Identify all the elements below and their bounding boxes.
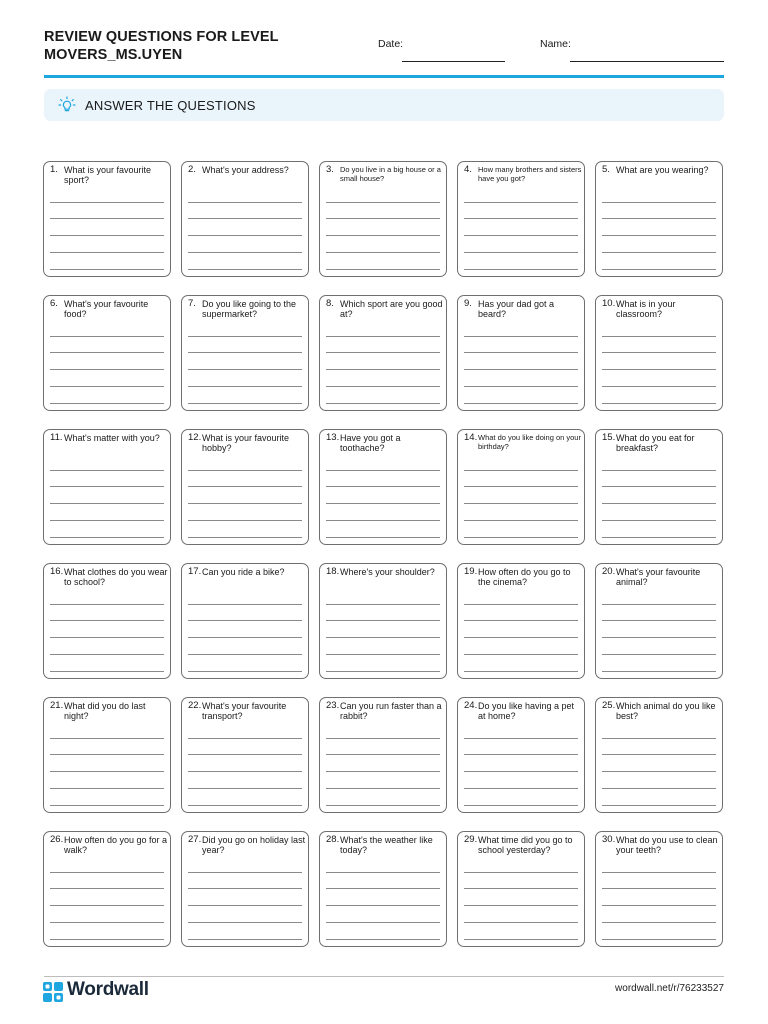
answer-line[interactable] [602,218,716,219]
question-number: 20. [602,566,616,577]
answer-line[interactable] [464,486,578,487]
question-card [181,295,309,411]
answer-line[interactable] [464,805,578,806]
answer-line[interactable] [188,604,302,605]
question-text: Can you ride a bike? [202,567,285,577]
question-number: 22. [188,700,202,711]
answer-line[interactable] [326,386,440,387]
question-card [319,295,447,411]
answer-line[interactable] [464,503,578,504]
answer-line[interactable] [464,202,578,203]
answer-line[interactable] [50,503,164,504]
answer-line[interactable] [188,486,302,487]
answer-line[interactable] [188,235,302,236]
answer-line[interactable] [602,637,716,638]
answer-line[interactable] [188,654,302,655]
answer-line[interactable] [50,403,164,404]
question-card [457,161,585,277]
answer-line[interactable] [50,520,164,521]
answer-line[interactable] [464,939,578,940]
answer-line[interactable] [464,352,578,353]
question-text: What is in your classroom? [616,299,676,319]
question-text: What's your favourite animal? [616,567,701,587]
question-number: 26. [50,834,64,845]
question-card [457,429,585,545]
answer-line[interactable] [602,671,716,672]
answer-line[interactable] [50,805,164,806]
answer-line[interactable] [326,604,440,605]
answer-line[interactable] [602,771,716,772]
question-card [319,563,447,679]
answer-line[interactable] [464,671,578,672]
answer-line[interactable] [464,403,578,404]
question-card [595,831,723,947]
question-text: What time did you go to school yesterday? [478,835,573,855]
answer-line[interactable] [50,336,164,337]
question-number: 17. [188,566,202,577]
answer-line[interactable] [326,771,440,772]
answer-line[interactable] [464,637,578,638]
question-number: 1. [50,164,58,175]
question-card [43,161,171,277]
answer-line[interactable] [188,470,302,471]
answer-line[interactable] [602,788,716,789]
question-card [595,429,723,545]
date-label: Date: [378,38,404,50]
answer-line[interactable] [602,620,716,621]
question-text: What's your favourite transport? [202,701,287,721]
answer-line[interactable] [50,537,164,538]
answer-line[interactable] [464,520,578,521]
question-number: 6. [50,298,58,309]
answer-line[interactable] [602,252,716,253]
answer-line[interactable] [188,939,302,940]
answer-line[interactable] [188,386,302,387]
question-text: What do you use to clean your teeth? [616,835,718,855]
question-number: 25. [602,700,616,711]
answer-line[interactable] [326,470,440,471]
question-card [319,161,447,277]
answer-line[interactable] [188,218,302,219]
answer-line[interactable] [326,637,440,638]
question-card [595,295,723,411]
answer-line[interactable] [602,888,716,889]
answer-line[interactable] [602,369,716,370]
instruction-text: ANSWER THE QUESTIONS [85,98,256,113]
question-number: 4. [464,164,472,175]
answer-line[interactable] [50,771,164,772]
answer-line[interactable] [50,235,164,236]
answer-line[interactable] [602,754,716,755]
question-text: What are you wearing? [616,165,709,175]
answer-line[interactable] [602,486,716,487]
answer-line[interactable] [50,654,164,655]
answer-line[interactable] [50,369,164,370]
question-card [595,563,723,679]
answer-line[interactable] [464,754,578,755]
answer-line[interactable] [602,939,716,940]
answer-line[interactable] [188,905,302,906]
question-text: Do you like going to the supermarket? [202,299,297,319]
question-text: What is your favourite sport? [64,165,152,185]
answer-line[interactable] [326,654,440,655]
question-number: 14. [464,432,478,443]
answer-line[interactable] [188,520,302,521]
answer-line[interactable] [326,738,440,739]
answer-line[interactable] [464,537,578,538]
question-text: What did you do last night? [64,701,146,721]
answer-line[interactable] [602,805,716,806]
question-number: 27. [188,834,202,845]
answer-line[interactable] [464,888,578,889]
question-number: 24. [464,700,478,711]
answer-line[interactable] [326,620,440,621]
answer-line[interactable] [602,235,716,236]
answer-line[interactable] [602,520,716,521]
lightbulb-icon [58,96,76,114]
answer-line[interactable] [50,754,164,755]
answer-line[interactable] [326,369,440,370]
answer-line[interactable] [464,269,578,270]
answer-line[interactable] [464,369,578,370]
question-card [43,295,171,411]
answer-line[interactable] [326,922,440,923]
question-card [181,831,309,947]
answer-line[interactable] [50,386,164,387]
question-text: Have you got a toothache? [340,433,401,453]
answer-line[interactable] [188,637,302,638]
question-card [43,563,171,679]
answer-line[interactable] [50,470,164,471]
question-text: Can you run faster than a rabbit? [340,701,442,721]
answer-line[interactable] [602,352,716,353]
answer-line[interactable] [602,654,716,655]
answer-line[interactable] [602,872,716,873]
question-number: 8. [326,298,334,309]
question-card [181,563,309,679]
answer-line[interactable] [326,503,440,504]
answer-line[interactable] [326,537,440,538]
worksheet-url: wordwall.net/r/76233527 [615,983,724,994]
instruction-banner [44,89,724,121]
answer-line[interactable] [50,888,164,889]
question-number: 29. [464,834,478,845]
answer-line[interactable] [602,905,716,906]
answer-line[interactable] [326,788,440,789]
answer-line[interactable] [188,336,302,337]
answer-line[interactable] [602,738,716,739]
answer-line[interactable] [50,620,164,621]
question-card [457,295,585,411]
answer-line[interactable] [188,202,302,203]
question-card [181,697,309,813]
question-number: 15. [602,432,616,443]
question-text: Do you live in a big house or a small house? [340,165,441,183]
wordwall-logo-icon [43,982,63,1002]
question-card [319,831,447,947]
answer-line[interactable] [50,252,164,253]
question-text: Do you like having a pet at home? [478,701,575,721]
answer-line[interactable] [464,470,578,471]
question-text: What's your favourite food? [64,299,149,319]
question-text: Did you go on holiday last year? [202,835,306,855]
answer-line[interactable] [326,939,440,940]
answer-line[interactable] [464,386,578,387]
answer-line[interactable] [602,503,716,504]
answer-line[interactable] [464,235,578,236]
answer-line[interactable] [188,872,302,873]
answer-line[interactable] [50,269,164,270]
question-number: 3. [326,164,334,175]
question-text: Which sport are you good at? [340,299,443,319]
question-card [319,697,447,813]
answer-line[interactable] [602,922,716,923]
answer-line[interactable] [464,336,578,337]
question-text: How many brothers and sisters have you got? [478,165,582,183]
question-number: 19. [464,566,478,577]
answer-line[interactable] [464,252,578,253]
name-label: Name: [540,38,571,50]
question-text: How often do you go for a walk? [64,835,168,855]
answer-line[interactable] [464,788,578,789]
worksheet-header [44,28,724,76]
answer-line[interactable] [326,520,440,521]
answer-line[interactable] [602,336,716,337]
question-text: What's the weather like today? [340,835,433,855]
question-card [457,697,585,813]
question-card [43,831,171,947]
answer-line[interactable] [188,252,302,253]
answer-line[interactable] [50,788,164,789]
answer-line[interactable] [50,922,164,923]
answer-line[interactable] [326,905,440,906]
question-text: What's matter with you? [64,433,160,443]
answer-line[interactable] [50,939,164,940]
answer-line[interactable] [602,604,716,605]
answer-line[interactable] [326,754,440,755]
question-card [181,429,309,545]
question-number: 5. [602,164,610,175]
answer-line[interactable] [188,738,302,739]
answer-line[interactable] [464,218,578,219]
date-field-line [402,61,505,62]
question-card [457,831,585,947]
answer-line[interactable] [464,738,578,739]
answer-line[interactable] [50,352,164,353]
answer-line[interactable] [326,252,440,253]
question-text: What do you like doing on your birthday? [478,433,581,451]
answer-line[interactable] [326,336,440,337]
question-number: 13. [326,432,340,443]
question-card [595,697,723,813]
answer-line[interactable] [464,922,578,923]
answer-line[interactable] [188,671,302,672]
question-number: 10. [602,298,616,309]
answer-line[interactable] [188,922,302,923]
answer-line[interactable] [326,872,440,873]
answer-line[interactable] [464,604,578,605]
question-number: 2. [188,164,196,175]
question-number: 18. [326,566,340,577]
answer-line[interactable] [326,235,440,236]
answer-line[interactable] [464,654,578,655]
answer-line[interactable] [326,403,440,404]
question-text: What is your favourite hobby? [202,433,290,453]
question-text: Which animal do you like best? [616,701,716,721]
answer-line[interactable] [326,202,440,203]
question-number: 28. [326,834,340,845]
answer-line[interactable] [326,805,440,806]
answer-line[interactable] [602,269,716,270]
question-card [43,697,171,813]
answer-line[interactable] [464,872,578,873]
wordwall-logo-text: Wordwall [67,979,149,1000]
answer-line[interactable] [602,537,716,538]
answer-line[interactable] [188,352,302,353]
answer-line[interactable] [188,754,302,755]
name-field-line [570,61,724,62]
question-card [319,429,447,545]
question-text: What do you eat for breakfast? [616,433,695,453]
answer-line[interactable] [188,788,302,789]
answer-line[interactable] [50,905,164,906]
answer-line[interactable] [188,369,302,370]
question-number: 21. [50,700,64,711]
answer-line[interactable] [602,202,716,203]
header-divider [44,75,724,78]
answer-line[interactable] [188,805,302,806]
answer-line[interactable] [50,671,164,672]
answer-line[interactable] [602,470,716,471]
footer-divider [44,976,724,977]
answer-line[interactable] [188,537,302,538]
question-text: What's your address? [202,165,289,175]
answer-line[interactable] [188,888,302,889]
answer-line[interactable] [50,218,164,219]
answer-line[interactable] [326,352,440,353]
answer-line[interactable] [326,218,440,219]
answer-line[interactable] [188,620,302,621]
question-number: 23. [326,700,340,711]
answer-line[interactable] [326,486,440,487]
answer-line[interactable] [602,403,716,404]
question-number: 9. [464,298,472,309]
answer-line[interactable] [50,486,164,487]
answer-line[interactable] [188,771,302,772]
answer-line[interactable] [464,905,578,906]
answer-line[interactable] [326,269,440,270]
question-card [181,161,309,277]
question-number: 12. [188,432,202,443]
answer-line[interactable] [464,771,578,772]
answer-line[interactable] [326,671,440,672]
question-text: How often do you go to the cinema? [478,567,571,587]
question-number: 11. [50,432,63,443]
answer-line[interactable] [50,202,164,203]
page-title: REVIEW QUESTIONS FOR LEVEL MOVERS_MS.UYEN [44,29,279,63]
answer-line[interactable] [188,403,302,404]
question-number: 30. [602,834,616,845]
answer-line[interactable] [188,269,302,270]
question-card [595,161,723,277]
question-card [43,429,171,545]
question-text: Where's your shoulder? [340,567,435,577]
answer-line[interactable] [50,872,164,873]
answer-line[interactable] [50,637,164,638]
question-number: 16. [50,566,64,577]
question-card [457,563,585,679]
question-text: What clothes do you wear to school? [64,567,168,587]
question-text: Has your dad got a beard? [478,299,555,319]
question-number: 7. [188,298,196,309]
answer-line[interactable] [50,738,164,739]
answer-line[interactable] [464,620,578,621]
answer-line[interactable] [326,888,440,889]
answer-line[interactable] [188,503,302,504]
answer-line[interactable] [50,604,164,605]
answer-line[interactable] [602,386,716,387]
